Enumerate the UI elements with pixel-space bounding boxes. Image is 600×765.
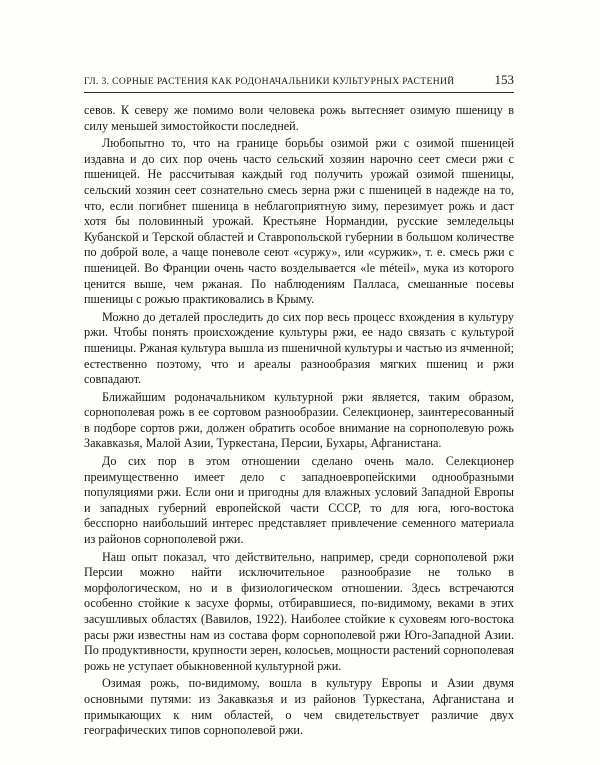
body-text	[84, 103, 514, 741]
paragraph-6: Наш опыт показал, что действительно, например, среди сорнополевой ржи Персии можно найти исключительное разнообразие не только в морфологическом, но и в физиологическом отношении. Здесь встречаются особенно стойкие к засухе формы, отбиравшиеся, по-видимому, веками в этих засушливых областях (Вавилов, 1922). Наиболее стойкие к суховеям юго-востока расы ржи известны нам из состава форм сорнополевой ржи Юго-Западной Азии. По продуктивности, крупности зерен, колосьев, мощности растений сорнополевая рожь не уступает обыкновенной культурной ржи.	[84, 549, 514, 673]
paragraph-5: До сих пор в этом отношении сделано очень мало. Селекционер преимущественно имеет дело с западноевропейскими однообразными популяциями ржи. Если они и пригодны для влажных условий Западной Европы и западных губерний европейской части СССР, то для юга, юго-востока бесспорно наибольший интерес представляет привлечение семенного материала из районов сорнополевой ржи.	[84, 454, 514, 547]
paragraph-2: Любопытно то, что на границе борьбы озимой ржи с озимой пшеницей издавна и до сих пор очень часто сельский хозяин нарочно сеет смеси ржи с пшеницей. Не рассчитывая каждый год получить урожай озимой пшеницы, сельский хозяин сеет сознательно смесь зерна ржи с пшеницей в надежде на то, что, если погибнет пшеница в неблагоприятную зиму, перезимует рожь и даст хотя бы половинный урожай. Крестьяне Нормандии, русские земледельцы Кубанской и Терской областей и Ставропольской губернии в большом количестве по доброй воле, а чаще поневоле сеют «суржу», или «суржик», т. е. смесь ржи с пшеницей. Во Франции очень часто возделывается «le méteil», мука из которого ценится выше, чем ржаная. По наблюдениям Палласа, смешанные посевы пшеницы с рожью практиковались в Крыму.	[84, 136, 514, 307]
paragraph-1: севов. К северу же помимо воли человека рожь вытесняет озимую пшеницу в силу меньшей зимостойкости последней.	[84, 103, 514, 133]
paragraph-4: Ближайшим родоначальником культурной ржи является, таким образом, сорнополевая рожь в ее сортовом разнообразии. Селекционер, заинтересованный в подборе сортов ржи, должен обратить особое внимание на сорнополевую рожь Закавказья, Малой Азии, Туркестана, Персии, Бухары, Афганистана.	[84, 389, 514, 451]
running-title: ГЛ. 3. СОРНЫЕ РАСТЕНИЯ КАК РОДОНАЧАЛЬНИКИ КУЛЬТУРНЫХ РАСТЕНИЙ	[84, 76, 455, 87]
header-rule	[84, 92, 514, 93]
page-number: 153	[494, 72, 514, 87]
running-header	[84, 72, 514, 90]
paragraph-3: Можно до деталей проследить до сих пор весь процесс вхождения в культуру ржи. Чтобы понять происхождение культуры ржи, ее надо связать с культурой пшеницы. Ржаная культура вышла из пшеничной культуры и частью из ячменной; естественно поэтому, что и ареалы разнообразия мягких пшениц и ржи совпадают.	[84, 309, 514, 387]
paragraph-7: Озимая рожь, по-видимому, вошла в культуру Европы и Азии двумя основными путями: из Закавказья и из районов Туркестана, Афганистана и примыкающих к ним областей, о чем свидетельствует различие двух географических типов сорнополевой ржи.	[84, 676, 514, 738]
